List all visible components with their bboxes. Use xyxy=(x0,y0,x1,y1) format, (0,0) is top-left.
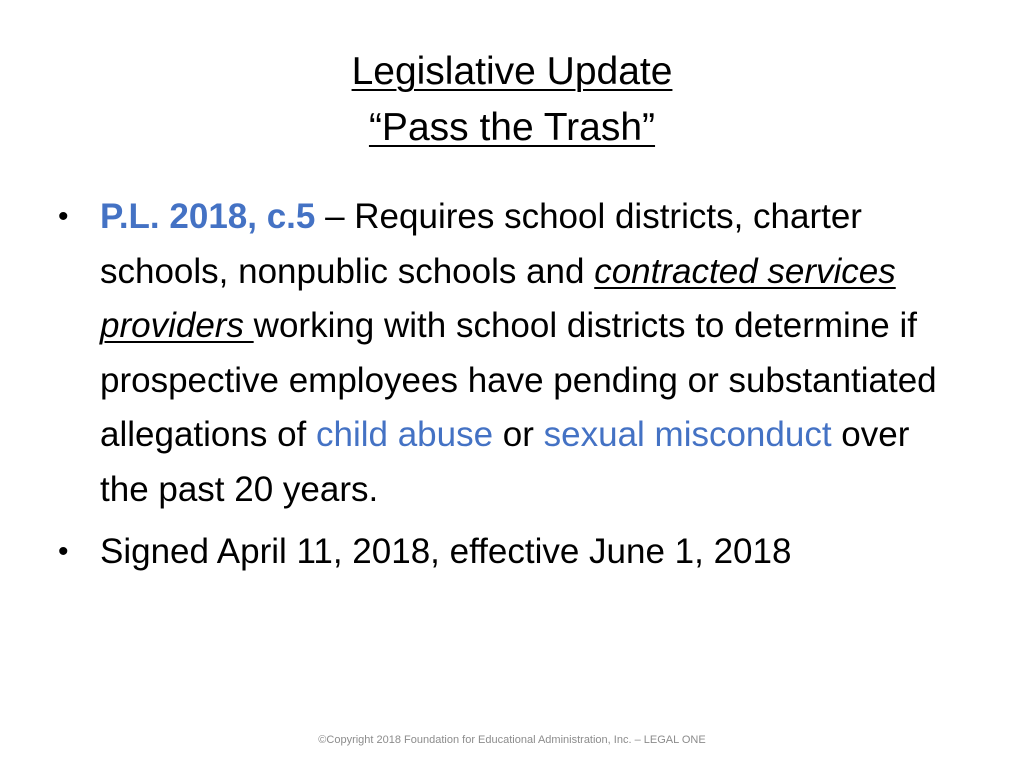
bullet-item-dates xyxy=(58,525,958,580)
title-line-1: Legislative Update xyxy=(351,50,673,93)
contracted-providers-emphasis: contracted services providers xyxy=(100,251,896,345)
copyright-footer: ©Copyright 2018 Foundation for Educational Administration, Inc. – LEGAL ONE xyxy=(318,734,706,746)
law-text-b: working with school districts to determine if prospective employees have pending or substantiated allegations of xyxy=(100,306,937,454)
bullet-item-law xyxy=(58,190,958,517)
law-text-d: over the past 20 years. xyxy=(100,415,910,509)
signed-dates-text: Signed April 11, 2018, effective June 1, 2018 xyxy=(100,532,792,571)
law-text-a: – Requires school districts, charter schools, nonpublic schools and xyxy=(100,197,862,291)
bullet-list xyxy=(58,190,958,588)
bullet-marker: • xyxy=(58,200,69,233)
child-abuse-highlight: child abuse xyxy=(315,415,494,454)
law-citation: P.L. 2018, c.5 xyxy=(100,197,316,236)
law-text-c: or xyxy=(493,415,544,454)
sexual-misconduct-highlight: sexual misconduct xyxy=(543,415,832,454)
slide-title xyxy=(0,44,1024,156)
bullet-marker: • xyxy=(58,535,69,568)
title-line-2: “Pass the Trash” xyxy=(368,106,656,149)
